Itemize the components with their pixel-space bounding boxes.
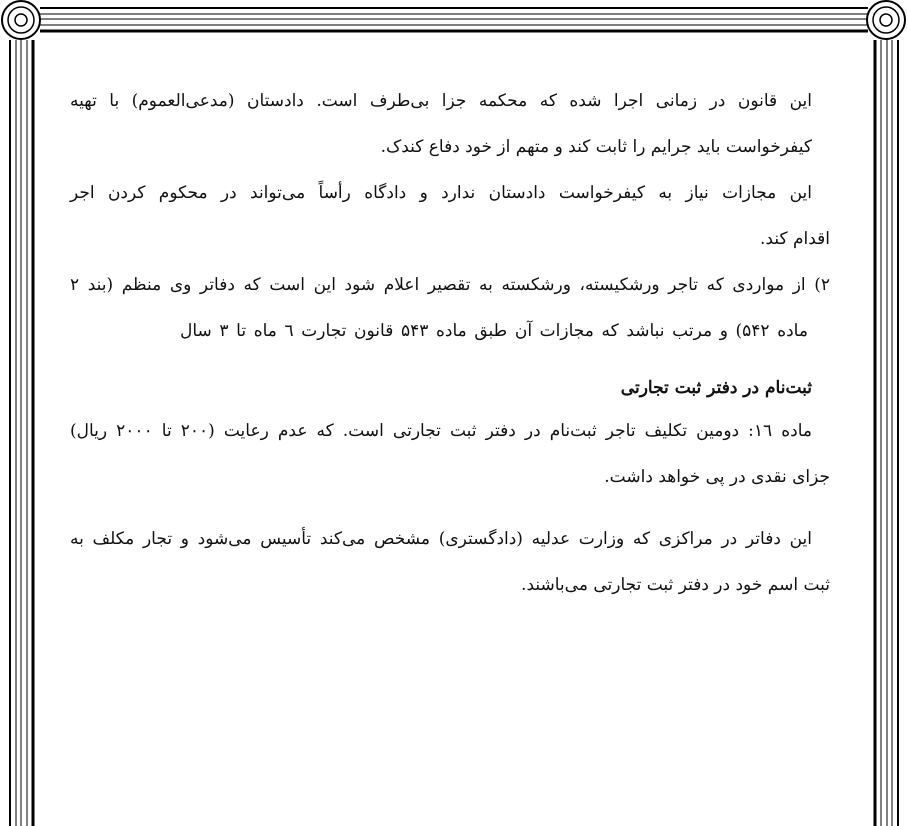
paragraph-gap <box>70 500 830 516</box>
document-body <box>70 78 830 608</box>
list-item-line: ۲) از مواردی که تاجر ورشکیسته، ورشکسته به تقصیر اعلام شود این است که دفاتر وی منظم (بند ۲ <box>70 275 830 295</box>
section-heading: ثبت‌نام در دفتر ثبت تجارتی <box>620 378 812 398</box>
paragraph-line: اقدام کند. <box>760 229 830 249</box>
paragraph-line: ماده ١٦: دومین تکلیف تاجر ثبت‌نام در دفتر ثبت تجارتی است. که عدم رعایت (۲۰۰ تا ۲۰۰۰ ریال) <box>70 421 812 441</box>
corner-ornament-left <box>2 1 40 39</box>
corner-ornament-right <box>867 1 905 39</box>
paragraph-line: این قانون در زمانی اجرا شده که محکمه جزا بی‌طرف است. دادستان (مدعی‌العموم) با تهیه <box>70 91 812 111</box>
paragraph-line: کیفرخواست باید جرایم را ثابت کند و متهم از خود دفاع کندک. <box>380 137 812 157</box>
paragraph-line: جزای نقدی در پی خواهد داشت. <box>604 467 830 487</box>
paragraph-line: ثبت اسم خود در دفتر ثبت تجارتی می‌باشند. <box>521 575 830 595</box>
paragraph-line: این دفاتر در مراکزی که وزارت عدلیه (دادگستری) مشخص می‌کند تأسیس می‌شود و تجار مکلف به <box>70 529 812 549</box>
paragraph-line: این مجازات نیاز به کیفرخواست دادستان ندارد و دادگاه رأساً می‌تواند در محکوم کردن اجر <box>70 183 812 203</box>
list-item-line: ماده ۵۴۲) و مرتب نباشد که مجازات آن طبق ماده ۵۴۳ قانون تجارت ٦ ماه تا ۳ سال <box>180 321 808 341</box>
